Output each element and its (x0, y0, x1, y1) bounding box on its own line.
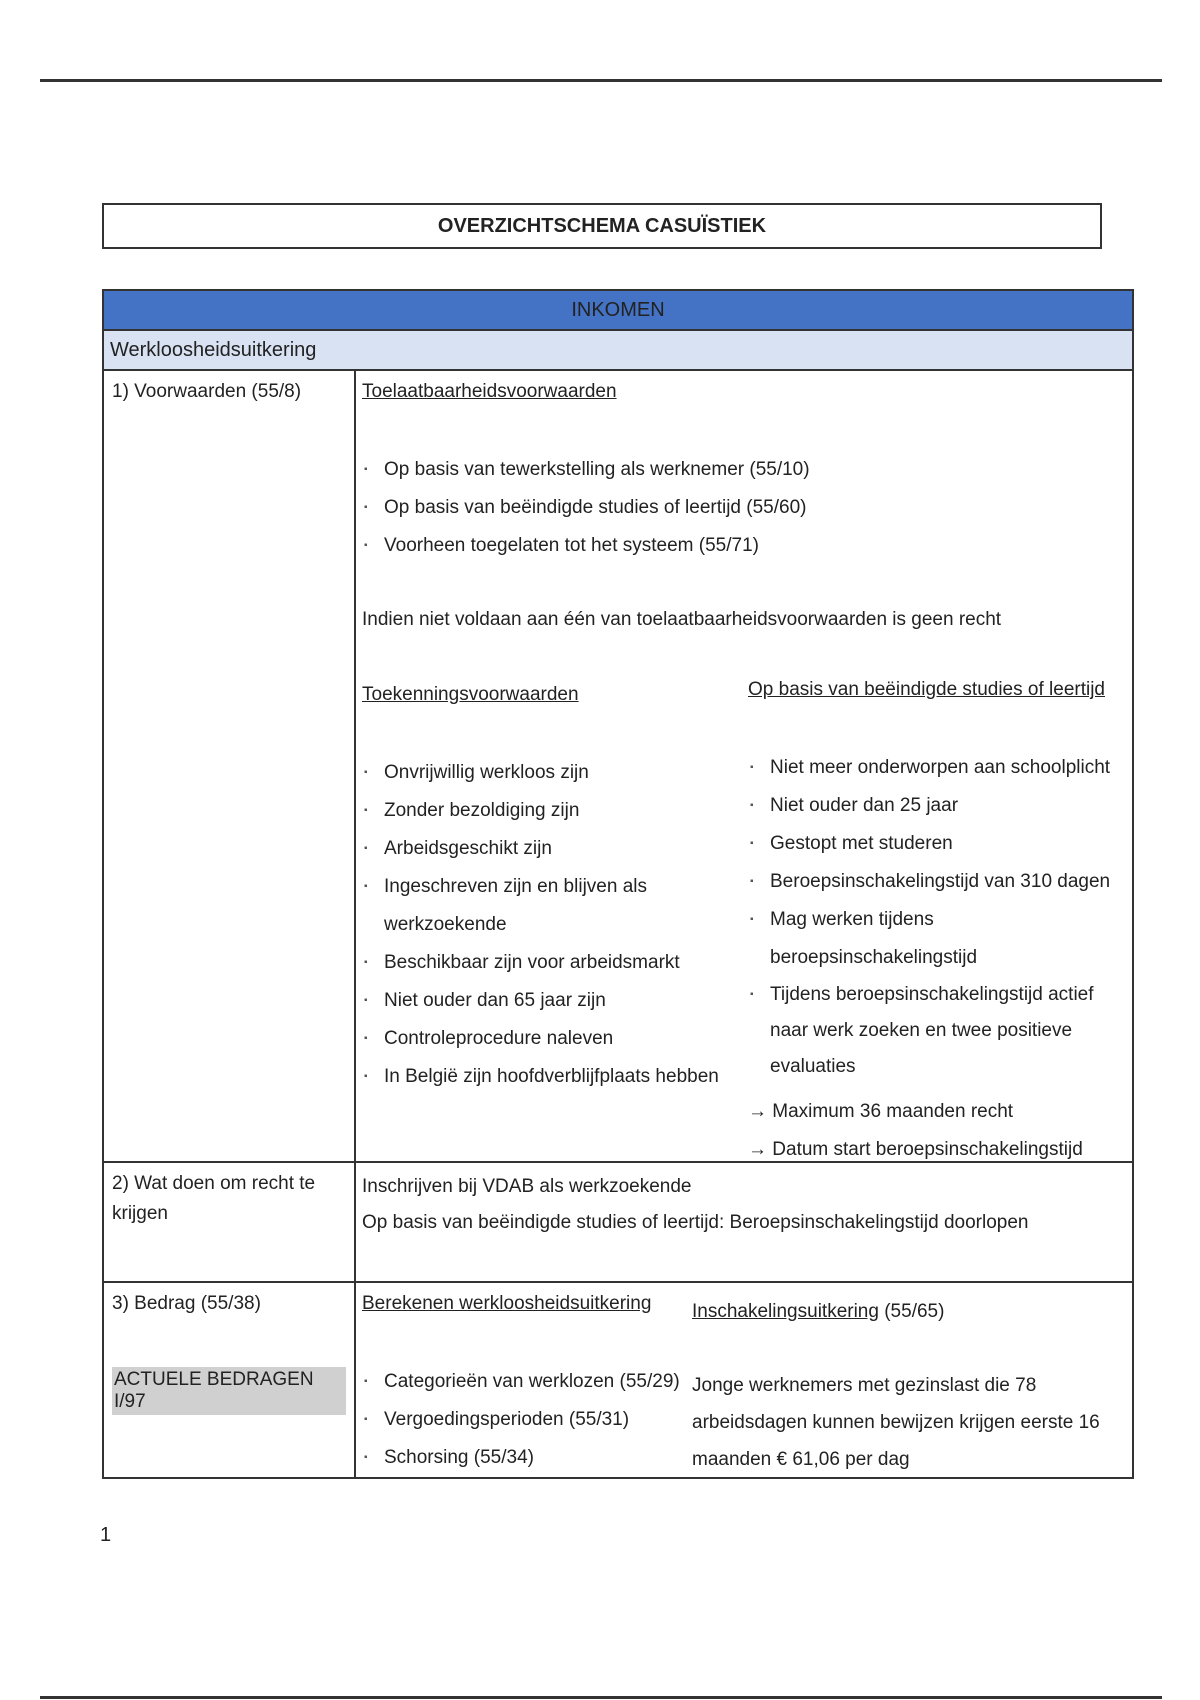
overview-table (102, 289, 1134, 1479)
inschakeling-text: Jonge werknemers met gezinslast die 78 arbeidsdagen kunnen bewijzen krijgen eerste 16 maanden € 61,06 per dag (692, 1375, 1100, 1470)
row-label (104, 1283, 356, 1477)
list-item: ▪ Niet meer onderworpen aan schoolplicht (748, 749, 1126, 787)
list-item: ▪ Niet ouder dan 25 jaar (748, 787, 1126, 825)
studies-list (748, 749, 1126, 1085)
row-wat-doen (104, 1163, 1132, 1283)
list-item: ▪ Gestopt met studeren (748, 825, 1126, 863)
row-bedrag (104, 1283, 1132, 1477)
section-header: INKOMEN (104, 291, 1132, 331)
list-item: ▪ Beroepsinschakelingstijd van 310 dagen (748, 863, 1126, 901)
bereken-column (362, 1289, 692, 1478)
list-item: ▪ Controleprocedure naleven (362, 1020, 748, 1058)
toelaat-list (362, 451, 1126, 565)
list-item: ▪ Schorsing (55/34) (362, 1439, 692, 1477)
list-item: ▪ Categorieën van werklozen (55/29) (362, 1363, 692, 1401)
toekenning-column (362, 675, 748, 1169)
actuele-bedragen-badge: ACTUELE BEDRAGEN I/97 (112, 1367, 346, 1415)
list-item: ▪ Op basis van beëindigde studies of leertijd (55/60) (362, 489, 1126, 527)
list-item: ▪ In België zijn hoofdverblijfplaats hebben (362, 1058, 748, 1096)
list-item: ▪ Onvrijwillig werkloos zijn (362, 754, 748, 792)
subsection-header: Werkloosheidsuitkering (104, 331, 1132, 371)
studies-column (748, 675, 1126, 1169)
list-item: ▪ Ingeschreven zijn en blijven als werkzoekende (362, 868, 748, 944)
bereken-list (362, 1363, 692, 1477)
arrow-note: → Datum start beroepsinschakelingstijd (748, 1139, 1083, 1160)
row-label (104, 371, 356, 1161)
wat-doen-line2: Op basis van beëindigde studies of leertijd: Beroepsinschakelingstijd doorlopen (362, 1212, 1029, 1233)
toekenning-heading: Toekenningsvoorwaarden (362, 684, 579, 705)
wat-doen-content (356, 1163, 1132, 1281)
studies-heading: Op basis van beëindigde studies of leertijd (748, 679, 1106, 700)
bedrag-content (356, 1283, 1132, 1477)
toelaat-note: Indien niet voldaan aan één van toelaatbaarheidsvoorwaarden is geen recht (362, 609, 1002, 630)
voorwaarden-label: 1) Voorwaarden (55/8) (112, 381, 302, 402)
list-item: ▪ Op basis van tewerkstelling als werknemer (55/10) (362, 451, 1126, 489)
list-item: ▪ Mag werken tijdens beroepsinschakelingstijd (748, 901, 1126, 977)
list-item: ▪ Tijdens beroepsinschakelingstijd actief naar werk zoeken en twee positieve evaluaties (748, 977, 1126, 1085)
bereken-heading: Berekenen werkloosheidsuitkering (362, 1293, 652, 1314)
list-item: ▪ Zonder bezoldiging zijn (362, 792, 748, 830)
arrow-note: → Maximum 36 maanden recht (748, 1101, 1014, 1122)
list-item: ▪ Niet ouder dan 65 jaar zijn (362, 982, 748, 1020)
inschakeling-column (692, 1289, 1126, 1478)
list-item: ▪ Beschikbaar zijn voor arbeidsmarkt (362, 944, 748, 982)
inschakeling-ref: (55/65) (878, 1301, 945, 1322)
bedrag-label: 3) Bedrag (55/38) (112, 1293, 261, 1314)
toekenning-list (362, 754, 748, 1096)
voorwaarden-content (356, 371, 1132, 1161)
row-label (104, 1163, 356, 1281)
wat-doen-line1: Inschrijven bij VDAB als werkzoekende (362, 1176, 692, 1197)
list-item: ▪ Arbeidsgeschikt zijn (362, 830, 748, 868)
inschakeling-heading: Inschakelingsuitkering (692, 1301, 879, 1322)
row-voorwaarden (104, 371, 1132, 1163)
list-item: ▪ Voorheen toegelaten tot het systeem (55/71) (362, 527, 1126, 565)
page-number: 1 (100, 1524, 112, 1546)
toelaat-heading: Toelaatbaarheidsvoorwaarden (362, 381, 617, 402)
document-title: OVERZICHTSCHEMA CASUÏSTIEK (102, 203, 1102, 249)
list-item: ▪ Vergoedingsperioden (55/31) (362, 1401, 692, 1439)
wat-doen-label: 2) Wat doen om recht te krijgen (112, 1173, 316, 1224)
bottom-rule (40, 1696, 1162, 1699)
top-rule (40, 79, 1162, 82)
